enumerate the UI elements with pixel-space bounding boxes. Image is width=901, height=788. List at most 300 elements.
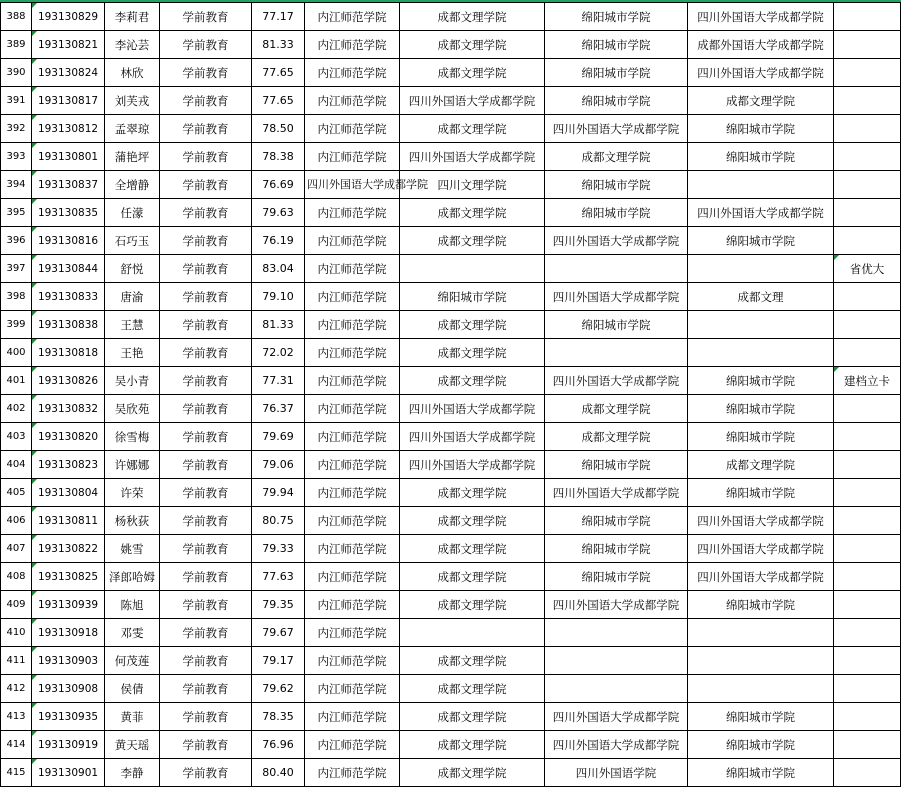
row-index-cell[interactable]: 388	[1, 3, 32, 31]
choice-1-cell[interactable]: 四川外国语大学成都学院	[305, 171, 400, 199]
row-index-cell[interactable]: 394	[1, 171, 32, 199]
table-row	[1, 507, 901, 535]
row-index-cell[interactable]: 400	[1, 339, 32, 367]
note-cell[interactable]	[834, 507, 901, 535]
note-cell[interactable]	[834, 591, 901, 619]
choice-3-cell[interactable]: 四川外国语大学成都学院	[545, 479, 688, 507]
table-row	[1, 395, 901, 423]
row-index-cell[interactable]: 398	[1, 283, 32, 311]
student-name-cell[interactable]: 全增静	[105, 171, 160, 199]
score-cell[interactable]: 72.02	[252, 339, 305, 367]
choice-4-cell[interactable]	[688, 171, 834, 199]
choice-4-cell[interactable]: 绵阳城市学院	[688, 227, 834, 255]
major-cell[interactable]: 学前教育	[160, 703, 252, 731]
choice-1-cell[interactable]: 内江师范学院	[305, 451, 400, 479]
note-cell[interactable]	[834, 311, 901, 339]
choice-4-cell[interactable]: 绵阳城市学院	[688, 703, 834, 731]
choice-3-cell[interactable]: 成都文理学院	[545, 395, 688, 423]
student-id-cell[interactable]: 193130820	[32, 423, 105, 451]
major-cell[interactable]: 学前教育	[160, 227, 252, 255]
choice-4-cell[interactable]: 成都文理学院	[688, 87, 834, 115]
student-name-cell[interactable]: 刘芙戎	[105, 87, 160, 115]
choice-1-cell[interactable]: 内江师范学院	[305, 199, 400, 227]
note-cell[interactable]	[834, 703, 901, 731]
choice-1-cell[interactable]: 内江师范学院	[305, 339, 400, 367]
choice-2-cell[interactable]: 成都文理学院	[400, 339, 545, 367]
major-cell[interactable]: 学前教育	[160, 143, 252, 171]
choice-1-cell[interactable]: 内江师范学院	[305, 423, 400, 451]
choice-4-cell[interactable]: 四川外国语大学成都学院	[688, 507, 834, 535]
student-id-cell[interactable]: 193130816	[32, 227, 105, 255]
score-cell[interactable]: 79.35	[252, 591, 305, 619]
row-index-cell[interactable]: 415	[1, 759, 32, 787]
score-cell[interactable]: 81.33	[252, 311, 305, 339]
student-name-cell[interactable]: 黄天瑶	[105, 731, 160, 759]
choice-4-cell[interactable]	[688, 647, 834, 675]
score-cell[interactable]: 83.04	[252, 255, 305, 283]
student-name-cell[interactable]: 黄菲	[105, 703, 160, 731]
choice-3-cell[interactable]: 绵阳城市学院	[545, 87, 688, 115]
score-cell[interactable]: 79.63	[252, 199, 305, 227]
student-name-cell[interactable]: 泽郎哈姆	[105, 563, 160, 591]
student-id-cell[interactable]: 193130821	[32, 31, 105, 59]
choice-3-cell[interactable]: 四川外国语大学成都学院	[545, 283, 688, 311]
choice-4-cell[interactable]: 四川外国语大学成都学院	[688, 535, 834, 563]
row-index-cell[interactable]: 402	[1, 395, 32, 423]
score-cell[interactable]: 76.37	[252, 395, 305, 423]
choice-4-cell[interactable]: 绵阳城市学院	[688, 731, 834, 759]
choice-1-cell[interactable]: 内江师范学院	[305, 143, 400, 171]
choice-2-cell[interactable]: 成都文理学院	[400, 227, 545, 255]
score-cell[interactable]: 79.33	[252, 535, 305, 563]
table-row	[1, 255, 901, 283]
student-id-cell[interactable]: 193130835	[32, 199, 105, 227]
choice-4-cell[interactable]: 四川外国语大学成都学院	[688, 3, 834, 31]
major-cell[interactable]: 学前教育	[160, 339, 252, 367]
note-cell[interactable]	[834, 339, 901, 367]
student-id-cell[interactable]: 193130935	[32, 703, 105, 731]
major-cell[interactable]: 学前教育	[160, 395, 252, 423]
choice-2-cell[interactable]: 成都文理学院	[400, 479, 545, 507]
score-cell[interactable]: 79.10	[252, 283, 305, 311]
note-cell[interactable]	[834, 227, 901, 255]
choice-2-cell[interactable]: 成都文理学院	[400, 311, 545, 339]
note-cell[interactable]	[834, 731, 901, 759]
row-index-cell[interactable]: 412	[1, 675, 32, 703]
score-cell[interactable]: 76.69	[252, 171, 305, 199]
choice-2-cell[interactable]: 成都文理学院	[400, 675, 545, 703]
score-cell[interactable]: 77.31	[252, 367, 305, 395]
student-name-cell[interactable]: 许娜娜	[105, 451, 160, 479]
score-cell[interactable]: 80.40	[252, 759, 305, 787]
student-id-cell[interactable]: 193130824	[32, 59, 105, 87]
score-cell[interactable]: 78.35	[252, 703, 305, 731]
note-cell[interactable]	[834, 143, 901, 171]
student-name-cell[interactable]: 石巧玉	[105, 227, 160, 255]
choice-2-cell[interactable]: 成都文理学院	[400, 199, 545, 227]
choice-3-cell[interactable]: 绵阳城市学院	[545, 507, 688, 535]
choice-3-cell[interactable]: 绵阳城市学院	[545, 451, 688, 479]
choice-1-cell[interactable]: 内江师范学院	[305, 675, 400, 703]
student-name-cell[interactable]: 杨秋荻	[105, 507, 160, 535]
table-row	[1, 199, 901, 227]
student-name-cell[interactable]: 唐渝	[105, 283, 160, 311]
choice-2-cell[interactable]: 四川外国语大学成都学院	[400, 395, 545, 423]
choice-1-cell[interactable]: 内江师范学院	[305, 367, 400, 395]
choice-1-cell[interactable]: 内江师范学院	[305, 759, 400, 787]
student-id-cell[interactable]: 193130903	[32, 647, 105, 675]
choice-1-cell[interactable]: 内江师范学院	[305, 255, 400, 283]
note-cell[interactable]	[834, 759, 901, 787]
student-name-cell[interactable]: 邓雯	[105, 619, 160, 647]
choice-1-cell[interactable]: 内江师范学院	[305, 731, 400, 759]
choice-1-cell[interactable]: 内江师范学院	[305, 3, 400, 31]
choice-3-cell[interactable]: 成都文理学院	[545, 143, 688, 171]
choice-4-cell[interactable]	[688, 255, 834, 283]
student-name-cell[interactable]: 孟翠琼	[105, 115, 160, 143]
choice-4-cell[interactable]	[688, 339, 834, 367]
major-cell[interactable]: 学前教育	[160, 479, 252, 507]
choice-3-cell[interactable]: 四川外国语大学成都学院	[545, 227, 688, 255]
student-name-cell[interactable]: 吴小青	[105, 367, 160, 395]
major-cell[interactable]: 学前教育	[160, 647, 252, 675]
major-cell[interactable]: 学前教育	[160, 199, 252, 227]
student-id-cell[interactable]: 193130811	[32, 507, 105, 535]
major-cell[interactable]: 学前教育	[160, 87, 252, 115]
choice-4-cell[interactable]	[688, 675, 834, 703]
student-id-cell[interactable]: 193130844	[32, 255, 105, 283]
choice-3-cell[interactable]: 绵阳城市学院	[545, 199, 688, 227]
choice-1-cell[interactable]: 内江师范学院	[305, 703, 400, 731]
choice-2-cell[interactable]: 成都文理学院	[400, 507, 545, 535]
choice-1-cell[interactable]: 内江师范学院	[305, 31, 400, 59]
major-cell[interactable]: 学前教育	[160, 3, 252, 31]
choice-2-cell[interactable]: 成都文理学院	[400, 31, 545, 59]
choice-2-cell[interactable]: 成都文理学院	[400, 3, 545, 31]
score-cell[interactable]: 79.94	[252, 479, 305, 507]
note-cell[interactable]	[834, 535, 901, 563]
major-cell[interactable]: 学前教育	[160, 451, 252, 479]
table-row	[1, 59, 901, 87]
note-cell[interactable]	[834, 563, 901, 591]
student-id-cell[interactable]: 193130837	[32, 171, 105, 199]
choice-2-cell[interactable]: 成都文理学院	[400, 759, 545, 787]
choice-3-cell[interactable]: 绵阳城市学院	[545, 31, 688, 59]
row-index-cell[interactable]: 392	[1, 115, 32, 143]
student-id-cell[interactable]: 193130817	[32, 87, 105, 115]
score-cell[interactable]: 77.65	[252, 87, 305, 115]
student-id-cell[interactable]: 193130908	[32, 675, 105, 703]
major-cell[interactable]: 学前教育	[160, 255, 252, 283]
row-index-cell[interactable]: 397	[1, 255, 32, 283]
choice-1-cell[interactable]: 内江师范学院	[305, 591, 400, 619]
note-cell[interactable]	[834, 451, 901, 479]
note-cell[interactable]	[834, 619, 901, 647]
major-cell[interactable]: 学前教育	[160, 731, 252, 759]
choice-3-cell[interactable]: 绵阳城市学院	[545, 171, 688, 199]
table-row	[1, 563, 901, 591]
major-cell[interactable]: 学前教育	[160, 759, 252, 787]
table-row	[1, 703, 901, 731]
table-row	[1, 731, 901, 759]
choice-4-cell[interactable]: 四川外国语大学成都学院	[688, 59, 834, 87]
row-index-cell[interactable]: 395	[1, 199, 32, 227]
student-name-cell[interactable]: 王慧	[105, 311, 160, 339]
major-cell[interactable]: 学前教育	[160, 563, 252, 591]
table-row	[1, 143, 901, 171]
table-row	[1, 451, 901, 479]
choice-1-cell[interactable]: 内江师范学院	[305, 115, 400, 143]
choice-4-cell[interactable]: 成都外国语大学成都学院	[688, 31, 834, 59]
row-index-cell[interactable]: 390	[1, 59, 32, 87]
student-id-cell[interactable]: 193130939	[32, 591, 105, 619]
choice-4-cell[interactable]	[688, 619, 834, 647]
choice-4-cell[interactable]: 绵阳城市学院	[688, 115, 834, 143]
choice-4-cell[interactable]: 绵阳城市学院	[688, 143, 834, 171]
student-id-cell[interactable]: 193130833	[32, 283, 105, 311]
student-name-cell[interactable]: 舒悦	[105, 255, 160, 283]
student-id-cell[interactable]: 193130829	[32, 3, 105, 31]
choice-3-cell[interactable]: 绵阳城市学院	[545, 535, 688, 563]
choice-4-cell[interactable]	[688, 311, 834, 339]
student-name-cell[interactable]: 林欣	[105, 59, 160, 87]
major-cell[interactable]: 学前教育	[160, 171, 252, 199]
row-index-cell[interactable]: 409	[1, 591, 32, 619]
choice-3-cell[interactable]: 四川外国语大学成都学院	[545, 591, 688, 619]
choice-4-cell[interactable]: 成都文理	[688, 283, 834, 311]
choice-3-cell[interactable]: 四川外国语大学成都学院	[545, 367, 688, 395]
student-name-cell[interactable]: 姚雪	[105, 535, 160, 563]
choice-2-cell[interactable]	[400, 619, 545, 647]
choice-3-cell[interactable]: 四川外国语学院	[545, 759, 688, 787]
choice-1-cell[interactable]: 内江师范学院	[305, 395, 400, 423]
student-id-cell[interactable]: 193130822	[32, 535, 105, 563]
choice-1-cell[interactable]: 内江师范学院	[305, 311, 400, 339]
choice-3-cell[interactable]: 绵阳城市学院	[545, 3, 688, 31]
note-cell[interactable]	[834, 115, 901, 143]
score-cell[interactable]: 81.33	[252, 31, 305, 59]
major-cell[interactable]: 学前教育	[160, 675, 252, 703]
score-cell[interactable]: 79.17	[252, 647, 305, 675]
choice-3-cell[interactable]: 四川外国语大学成都学院	[545, 115, 688, 143]
score-cell[interactable]: 76.96	[252, 731, 305, 759]
choice-4-cell[interactable]: 成都文理学院	[688, 451, 834, 479]
score-cell[interactable]: 77.17	[252, 3, 305, 31]
choice-2-cell[interactable]	[400, 255, 545, 283]
student-name-cell[interactable]: 徐雪梅	[105, 423, 160, 451]
row-index-cell[interactable]: 405	[1, 479, 32, 507]
choice-2-cell[interactable]: 四川文理学院	[400, 171, 545, 199]
choice-1-cell[interactable]: 内江师范学院	[305, 87, 400, 115]
choice-4-cell[interactable]: 绵阳城市学院	[688, 759, 834, 787]
choice-3-cell[interactable]	[545, 647, 688, 675]
choice-1-cell[interactable]: 内江师范学院	[305, 507, 400, 535]
major-cell[interactable]: 学前教育	[160, 31, 252, 59]
choice-2-cell[interactable]: 四川外国语大学成都学院	[400, 143, 545, 171]
student-id-cell[interactable]: 193130901	[32, 759, 105, 787]
note-cell[interactable]	[834, 171, 901, 199]
major-cell[interactable]: 学前教育	[160, 591, 252, 619]
student-id-cell[interactable]: 193130832	[32, 395, 105, 423]
choice-1-cell[interactable]: 内江师范学院	[305, 59, 400, 87]
choice-2-cell[interactable]: 四川外国语大学成都学院	[400, 87, 545, 115]
choice-1-cell[interactable]: 内江师范学院	[305, 283, 400, 311]
table-row	[1, 647, 901, 675]
choice-3-cell[interactable]: 绵阳城市学院	[545, 563, 688, 591]
note-cell[interactable]	[834, 423, 901, 451]
choice-2-cell[interactable]: 成都文理学院	[400, 591, 545, 619]
row-index-cell[interactable]: 401	[1, 367, 32, 395]
student-id-cell[interactable]: 193130801	[32, 143, 105, 171]
major-cell[interactable]: 学前教育	[160, 311, 252, 339]
score-cell[interactable]: 78.38	[252, 143, 305, 171]
spreadsheet-table	[0, 2, 901, 787]
score-cell[interactable]: 79.69	[252, 423, 305, 451]
row-index-cell[interactable]: 407	[1, 535, 32, 563]
score-cell[interactable]: 78.50	[252, 115, 305, 143]
score-cell[interactable]: 77.63	[252, 563, 305, 591]
table-row	[1, 31, 901, 59]
note-cell[interactable]	[834, 199, 901, 227]
note-cell[interactable]	[834, 3, 901, 31]
table-row	[1, 339, 901, 367]
row-index-cell[interactable]: 413	[1, 703, 32, 731]
choice-1-cell[interactable]: 内江师范学院	[305, 227, 400, 255]
student-name-cell[interactable]: 李莉君	[105, 3, 160, 31]
student-name-cell[interactable]: 吴欣苑	[105, 395, 160, 423]
score-cell[interactable]: 79.06	[252, 451, 305, 479]
choice-2-cell[interactable]: 绵阳城市学院	[400, 283, 545, 311]
table-body	[1, 3, 901, 787]
note-cell[interactable]: 省优大	[834, 255, 901, 283]
choice-3-cell[interactable]: 四川外国语大学成都学院	[545, 731, 688, 759]
score-cell[interactable]: 76.19	[252, 227, 305, 255]
choice-3-cell[interactable]	[545, 339, 688, 367]
student-id-cell[interactable]: 193130919	[32, 731, 105, 759]
row-index-cell[interactable]: 391	[1, 87, 32, 115]
choice-2-cell[interactable]: 成都文理学院	[400, 563, 545, 591]
note-cell[interactable]	[834, 395, 901, 423]
student-id-cell[interactable]: 193130818	[32, 339, 105, 367]
major-cell[interactable]: 学前教育	[160, 535, 252, 563]
choice-2-cell[interactable]: 成都文理学院	[400, 59, 545, 87]
student-name-cell[interactable]: 蒲艳坪	[105, 143, 160, 171]
row-index-cell[interactable]: 408	[1, 563, 32, 591]
note-cell[interactable]: 建档立卡	[834, 367, 901, 395]
choice-2-cell[interactable]: 成都文理学院	[400, 647, 545, 675]
note-cell[interactable]	[834, 675, 901, 703]
major-cell[interactable]: 学前教育	[160, 115, 252, 143]
row-index-cell[interactable]: 406	[1, 507, 32, 535]
student-id-cell[interactable]: 193130804	[32, 479, 105, 507]
student-id-cell[interactable]: 193130838	[32, 311, 105, 339]
choice-3-cell[interactable]: 绵阳城市学院	[545, 311, 688, 339]
row-index-cell[interactable]: 389	[1, 31, 32, 59]
score-cell[interactable]: 77.65	[252, 59, 305, 87]
row-index-cell[interactable]: 414	[1, 731, 32, 759]
student-name-cell[interactable]: 许荣	[105, 479, 160, 507]
row-index-cell[interactable]: 411	[1, 647, 32, 675]
choice-2-cell[interactable]: 成都文理学院	[400, 535, 545, 563]
major-cell[interactable]: 学前教育	[160, 367, 252, 395]
score-cell[interactable]: 79.67	[252, 619, 305, 647]
note-cell[interactable]	[834, 87, 901, 115]
student-name-cell[interactable]: 何茂莲	[105, 647, 160, 675]
choice-4-cell[interactable]: 四川外国语大学成都学院	[688, 563, 834, 591]
table-row	[1, 3, 901, 31]
student-name-cell[interactable]: 任濛	[105, 199, 160, 227]
choice-2-cell[interactable]: 四川外国语大学成都学院	[400, 451, 545, 479]
major-cell[interactable]: 学前教育	[160, 423, 252, 451]
score-cell[interactable]: 79.62	[252, 675, 305, 703]
choice-2-cell[interactable]: 成都文理学院	[400, 115, 545, 143]
table-row	[1, 87, 901, 115]
choice-2-cell[interactable]: 成都文理学院	[400, 703, 545, 731]
choice-3-cell[interactable]: 绵阳城市学院	[545, 59, 688, 87]
major-cell[interactable]: 学前教育	[160, 619, 252, 647]
student-id-cell[interactable]: 193130823	[32, 451, 105, 479]
choice-3-cell[interactable]: 成都文理学院	[545, 423, 688, 451]
row-index-cell[interactable]: 393	[1, 143, 32, 171]
row-index-cell[interactable]: 404	[1, 451, 32, 479]
row-index-cell[interactable]: 403	[1, 423, 32, 451]
choice-3-cell[interactable]	[545, 255, 688, 283]
choice-1-cell[interactable]: 内江师范学院	[305, 563, 400, 591]
choice-1-cell[interactable]: 内江师范学院	[305, 479, 400, 507]
row-index-cell[interactable]: 410	[1, 619, 32, 647]
choice-2-cell[interactable]: 四川外国语大学成都学院	[400, 423, 545, 451]
row-index-cell[interactable]: 399	[1, 311, 32, 339]
choice-4-cell[interactable]: 绵阳城市学院	[688, 423, 834, 451]
choice-4-cell[interactable]: 绵阳城市学院	[688, 591, 834, 619]
major-cell[interactable]: 学前教育	[160, 59, 252, 87]
student-name-cell[interactable]: 侯倩	[105, 675, 160, 703]
choice-4-cell[interactable]: 绵阳城市学院	[688, 395, 834, 423]
student-id-cell[interactable]: 193130812	[32, 115, 105, 143]
choice-1-cell[interactable]: 内江师范学院	[305, 535, 400, 563]
choice-3-cell[interactable]	[545, 619, 688, 647]
student-id-cell[interactable]: 193130826	[32, 367, 105, 395]
choice-4-cell[interactable]: 四川外国语大学成都学院	[688, 199, 834, 227]
table-row	[1, 171, 901, 199]
choice-2-cell[interactable]: 成都文理学院	[400, 731, 545, 759]
student-name-cell[interactable]: 李沁芸	[105, 31, 160, 59]
student-id-cell[interactable]: 193130825	[32, 563, 105, 591]
choice-1-cell[interactable]: 内江师范学院	[305, 647, 400, 675]
row-index-cell[interactable]: 396	[1, 227, 32, 255]
note-cell[interactable]	[834, 31, 901, 59]
major-cell[interactable]: 学前教育	[160, 283, 252, 311]
student-id-cell[interactable]: 193130918	[32, 619, 105, 647]
note-cell[interactable]	[834, 647, 901, 675]
student-name-cell[interactable]: 王艳	[105, 339, 160, 367]
choice-4-cell[interactable]: 绵阳城市学院	[688, 479, 834, 507]
choice-3-cell[interactable]: 四川外国语大学成都学院	[545, 703, 688, 731]
note-cell[interactable]	[834, 479, 901, 507]
score-cell[interactable]: 80.75	[252, 507, 305, 535]
note-cell[interactable]	[834, 283, 901, 311]
choice-1-cell[interactable]: 内江师范学院	[305, 619, 400, 647]
table-row	[1, 311, 901, 339]
choice-4-cell[interactable]: 绵阳城市学院	[688, 367, 834, 395]
student-name-cell[interactable]: 李静	[105, 759, 160, 787]
table-row	[1, 227, 901, 255]
choice-3-cell[interactable]	[545, 675, 688, 703]
major-cell[interactable]: 学前教育	[160, 507, 252, 535]
note-cell[interactable]	[834, 59, 901, 87]
student-name-cell[interactable]: 陈旭	[105, 591, 160, 619]
choice-2-cell[interactable]: 成都文理学院	[400, 367, 545, 395]
